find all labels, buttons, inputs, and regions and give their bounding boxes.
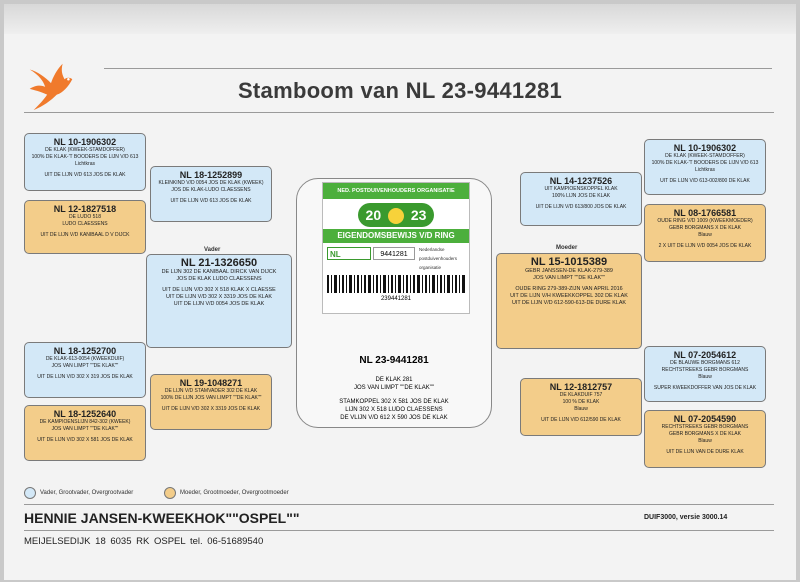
- ring-number: NL 10-1906302: [673, 143, 737, 153]
- breeder-name: HENNIE JANSEN-KWEEKHOK""OSPEL"": [24, 510, 300, 526]
- barcode-number: 239441281: [380, 296, 412, 302]
- ring-number: NL 21-1326650: [180, 257, 258, 269]
- ring-number: NL 12-1812757: [549, 382, 613, 392]
- ring-certificate: [322, 182, 470, 314]
- subject-ring-number: NL 23-9441281: [359, 355, 429, 366]
- certificate-side-text: Nederlandse postduivenhouders organisatie: [419, 247, 458, 270]
- legend-female-label: Moeder, Grootmoeder, Overgrootmoeder: [180, 490, 289, 496]
- father-role-label: Vader: [204, 247, 221, 253]
- ring-number: NL 07-2054590: [673, 414, 737, 424]
- subject-panel[interactable]: NED. POSTDUIVENHOUDERS ORGANISATIE 20 23 EIGENDOMSBEWIJS V/D RING NL 9441281 Nederlandse postduivenhouders organisatie 239441281 NL 23-9441281 DE KLAK 281 JOS VAN LIMPT ""DE KLAK"" STAMKOPPEL 302 X 581 JOS DE KLAK LIJN 302 X 518 LUDO CLAESSENS DE VLIJN V/D 612 X 590 JOS DE KLAK: [296, 178, 492, 428]
- legend-male-label: Vader, Grootvader, Overgrootvader: [40, 490, 134, 496]
- pedigree-card-fmf[interactable]: NL 18-1252700 DE KLAK-613-0054 (KWEEKDUIF) JOS VAN LIMPT ""DE KLAK"" UIT DE LIJN V/D 302 X 319 JOS DE KLAK: [24, 342, 146, 398]
- pedigree-sheet: [4, 4, 796, 580]
- pedigree-card-mm[interactable]: NL 12-1812757 DE KLAKDUIF 757 100 % DE KLAK Blauw UIT DE LIJN V/D 612/590 DE KLAK: [520, 378, 642, 436]
- pedigree-card-mmm[interactable]: NL 07-2054590 RECHTSTREEKS GEBR BORGMANS GEBR BORGMANS X DE KLAK Blauw UIT DE LIJN VAN DE DURE KLAK: [644, 410, 766, 468]
- sheet-top-fold: [4, 4, 796, 34]
- certificate-org: NED. POSTDUIVENHOUDERS ORGANISATIE: [323, 183, 469, 199]
- pedigree-card-father[interactable]: NL 21-1326650 DE LIJN 302 DE KANIBAAL DIRCK VAN DIJCK JOS DE KLAK LUDO CLAESSENS UIT DE LIJN V/D 302 X 518 KLAK X CLAESSE UIT DE LIJN V/D 302 X 3319 JOS DE KLAK UIT DE LIJN V/D 0054 JOS DE KLAK: [146, 254, 292, 348]
- barcode-icon: [327, 275, 465, 293]
- ring-number: NL 07-2054612: [673, 350, 737, 360]
- title-rule-top: [104, 68, 772, 69]
- ring-number: NL 08-1766581: [673, 208, 737, 218]
- ring-number: NL 14-1237526: [549, 176, 613, 186]
- breeder-address: MEIJELSEDIJK 18 6035 RK OSPEL tel. 06-51689540: [24, 536, 264, 547]
- ring-number: NL 19-1048271: [179, 378, 243, 388]
- pedigree-card-fff[interactable]: NL 10-1906302 DE KLAK (KWEEK-STAMDOFFER) 100% DE KLAK-'T BOODERS DE LIJN V/D 613 Lichtkras UIT DE LIJN V/D 613 JOS DE KLAK: [24, 133, 146, 191]
- ring-number: NL 18-1252899: [179, 170, 243, 180]
- legend-male-swatch: [24, 487, 36, 499]
- pedigree-card-fm[interactable]: NL 19-1048271 DE LIJN V/D STAMVADER 302 DE KLAK 100% DE LIJN JOS VAN LIMPT ""DE KLAK"" UIT DE LIJN V/D 302 X 3319 JOS DE KLAK: [150, 374, 272, 430]
- software-version: DUIF3000, versie 3000.14: [644, 514, 728, 521]
- page-title: Stamboom van NL 23-9441281: [237, 78, 563, 103]
- pedigree-card-mmf[interactable]: NL 07-2054612 DE BLAUWE BORGMANS 612 RECHTSTREEKS GEBR BORGMANS Blauw SUPER KWEEKDOFFER VAN JOS DE KLAK: [644, 346, 766, 402]
- ring-number: NL 15-1015389: [530, 256, 608, 268]
- footer-rule-2: [24, 530, 774, 531]
- certificate-year: 20 23: [358, 203, 434, 227]
- certificate-band: EIGENDOMSBEWIJS V/D RING: [323, 229, 469, 243]
- pedigree-card-ff[interactable]: NL 18-1252899 KLEINKIND V/D 0054 JOS DE KLAK (KWEEK) JOS DE KLAK-LUDO CLAESSENS UIT DE LIJN V/D 613 JOS DE KLAK: [150, 166, 272, 222]
- pedigree-card-fmm[interactable]: NL 18-1252640 DE KAMPIOENSLIJN 842-302 (KWEEK) JOS VAN LIMPT ""DE KLAK"" UIT DE LIJN V/D 302 X 581 JOS DE KLAK: [24, 405, 146, 461]
- ring-number: NL 18-1252700: [53, 346, 117, 356]
- pedigree-card-mother[interactable]: NL 15-1015389 GEBR JANSSEN-DE KLAK-279-389 JOS VAN LIMPT ""DE KLAK"" OUDE RING 279-389-ZIJN VAN APRIL 2016 UIT DE LIJN V/H KWEEKKOPPEL 302 DE KLAK UIT DE LIJN V/D 612-590-613-DE DURE KLAK: [496, 253, 642, 349]
- title-rule-bottom: [24, 112, 774, 113]
- legend-female-swatch: [164, 487, 176, 499]
- certificate-ring: 9441281: [373, 247, 415, 260]
- ring-number: NL 10-1906302: [53, 137, 117, 147]
- mother-role-label: Moeder: [556, 245, 578, 251]
- footer-rule: [24, 504, 774, 505]
- ring-number: NL 12-1827518: [53, 204, 117, 214]
- lion-emblem-icon: [388, 208, 404, 224]
- certificate-country: NL: [327, 247, 371, 260]
- pedigree-card-mff[interactable]: NL 10-1906302 DE KLAK (KWEEK-STAMDOFFER) 100% DE KLAK-'T BOODERS DE LIJN V/D 613 Lichtkras UIT DE LIJN V/D 613-002/800 DE KLAK: [644, 139, 766, 195]
- pedigree-card-mf[interactable]: NL 14-1237526 UIT KAMPIOENSKOPPEL KLAK 100% LIJN JOS DE KLAK UIT DE LIJN V/D 613/800 JOS DE KLAK: [520, 172, 642, 226]
- ring-number: NL 18-1252640: [53, 409, 117, 419]
- pedigree-card-mfm[interactable]: NL 08-1766581 OUDE RING V/D 1009 (KWEEKMOEDER) GEBR BORGMANS X DE KLAK Blauw 2 X UIT DE LIJN V/D 0054 JOS DE KLAK: [644, 204, 766, 262]
- pedigree-card-ffm[interactable]: NL 12-1827518 DE LUDO 518 LUDO CLAESSENS UIT DE LIJN V/D KANIBAAL D V DIJCK: [24, 200, 146, 254]
